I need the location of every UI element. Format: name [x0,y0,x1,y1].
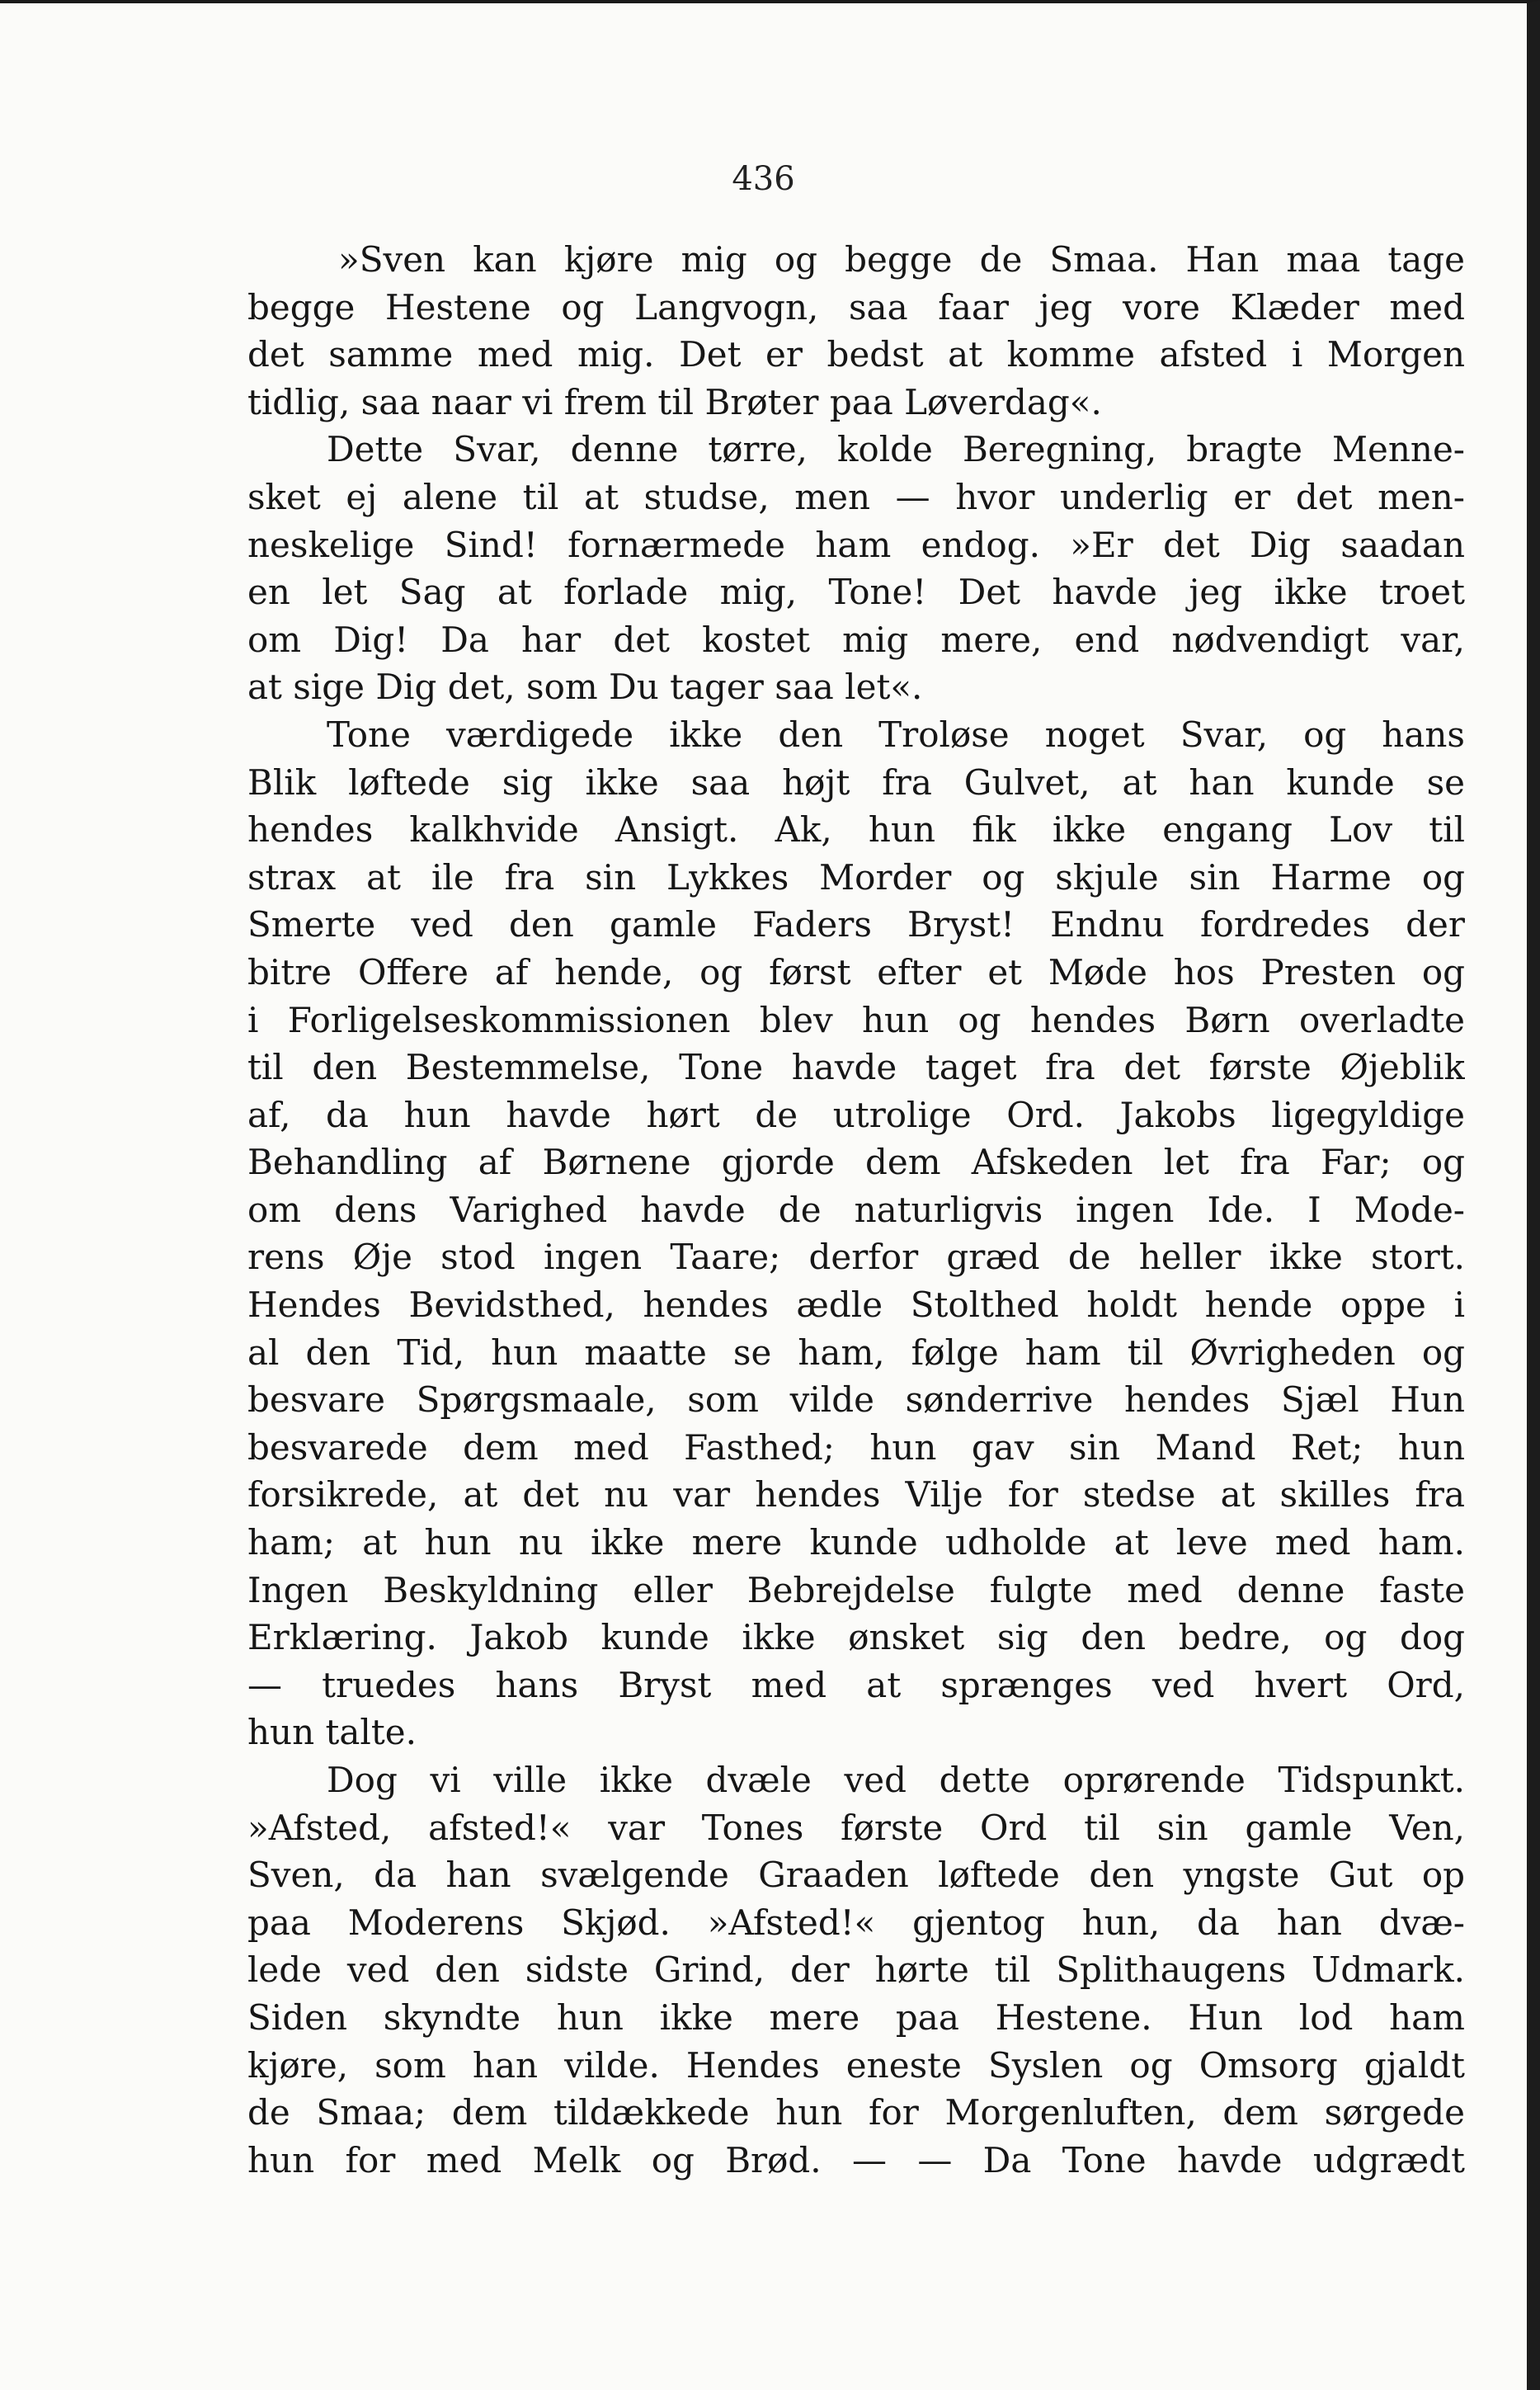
text-line: Blik løftede sig ikke saa højt fra Gulvet, at han kunde se [247,761,1465,803]
text-line: besvarede dem med Fasthed; hun gav sin Mand Ret; hun [247,1426,1465,1468]
text-line: en let Sag at forlade mig, Tone! Det havde jeg ikke troet [247,572,1465,613]
text-line: Hendes Bevidsthed, hendes ædle Stolthed holdt hende oppe i [247,1285,1465,1326]
text-line: Sven, da han svælgende Graaden løftede den yngste Gut op [247,1855,1465,1896]
text-line: at sige Dig det, som Du tager saa let«. [247,667,923,708]
text-line: neskelige Sind! fornærmede ham endog. »Er det Dig saadan [247,524,1465,565]
body-text [247,236,1465,2184]
text-line: sket ej alene til at studse, men — hvor underlig er det men- [247,476,1465,517]
text-line: Smerte ved den gamle Faders Bryst! Endnu fordredes der [247,904,1465,945]
text-line: om Dig! Da har det kostet mig mere, end nødvendigt var, [247,619,1465,660]
text-line: — truedes hans Bryst med at sprænges ved hvert Ord, [247,1664,1465,1705]
text-line: paa Moderens Skjød. »Afsted!« gjentog hun, da han dvæ- [247,1902,1465,1943]
text-line: Siden skyndte hun ikke mere paa Hestene. Hun lod ham [247,1996,1465,2038]
text-line: tidlig, saa naar vi frem til Brøter paa Løverdag«. [247,381,1102,422]
text-line: besvare Spørgsmaale, som vilde sønderrive hendes Sjæl Hun [247,1379,1465,1421]
text-line: hun talte. [247,1712,417,1753]
text-line: i Forligelseskommissionen blev hun og hendes Børn overladte [247,999,1465,1040]
text-line: begge Hestene og Langvogn, saa faar jeg vore Klæder med [247,286,1465,328]
text-line: Dette Svar, denne tørre, kolde Beregning, bragte Menne- [327,429,1465,470]
text-line: »Sven kan kjøre mig og begge de Smaa. Han maa tage [338,239,1465,280]
text-line: om dens Varighed havde de naturligvis ingen Ide. I Mode- [247,1189,1465,1230]
text-line: Erklæring. Jakob kunde ikke ønsket sig den bedre, og dog [247,1617,1465,1658]
text-line: forsikrede, at det nu var hendes Vilje for stedse at skilles fra [247,1474,1465,1516]
text-line: de Smaa; dem tildækkede hun for Morgenluften, dem sørgede [247,2092,1465,2133]
text-line: det samme med mig. Det er bedst at komme afsted i Morgen [247,334,1465,375]
text-line: kjøre, som han vilde. Hendes eneste Syslen og Omsorg gjaldt [247,2044,1465,2086]
text-line: Tone værdigede ikke den Troløse noget Svar, og hans [327,714,1465,755]
text-line: Behandling af Børnene gjorde dem Afskeden let fra Far; og [247,1142,1465,1183]
text-line: rens Øje stod ingen Taare; derfor græd de heller ikke stort. [247,1237,1465,1278]
text-line: Dog vi ville ikke dvæle ved dette oprørende Tidspunkt. [327,1760,1465,1800]
text-line: lede ved den sidste Grind, der hørte til Splithaugens Udmark. [247,1949,1465,1991]
page-number: 436 [732,160,795,198]
text-line: af, da hun havde hørt de utrolige Ord. Jakobs ligegyldige [247,1094,1465,1135]
text-line: til den Bestemmelse, Tone havde taget fra det første Øjeblik [247,1047,1465,1088]
text-line: hun for med Melk og Brød. — — Da Tone havde udgrædt [247,2139,1465,2180]
text-line: hendes kalkhvide Ansigt. Ak, hun fik ikke engang Lov til [247,809,1465,851]
text-line: strax at ile fra sin Lykkes Morder og skjule sin Harme og [247,856,1465,898]
text-line: bitre Offere af hende, og først efter et Møde hos Presten og [247,951,1465,992]
text-line: Ingen Beskyldning eller Bebrejdelse fulgte med denne faste [247,1569,1465,1610]
text-line: »Afsted, afsted!« var Tones første Ord til sin gamle Ven, [247,1807,1465,1848]
text-line: ham; at hun nu ikke mere kunde udholde at leve med ham. [247,1522,1465,1563]
text-line: al den Tid, hun maatte se ham, følge ham til Øvrigheden og [247,1332,1465,1373]
